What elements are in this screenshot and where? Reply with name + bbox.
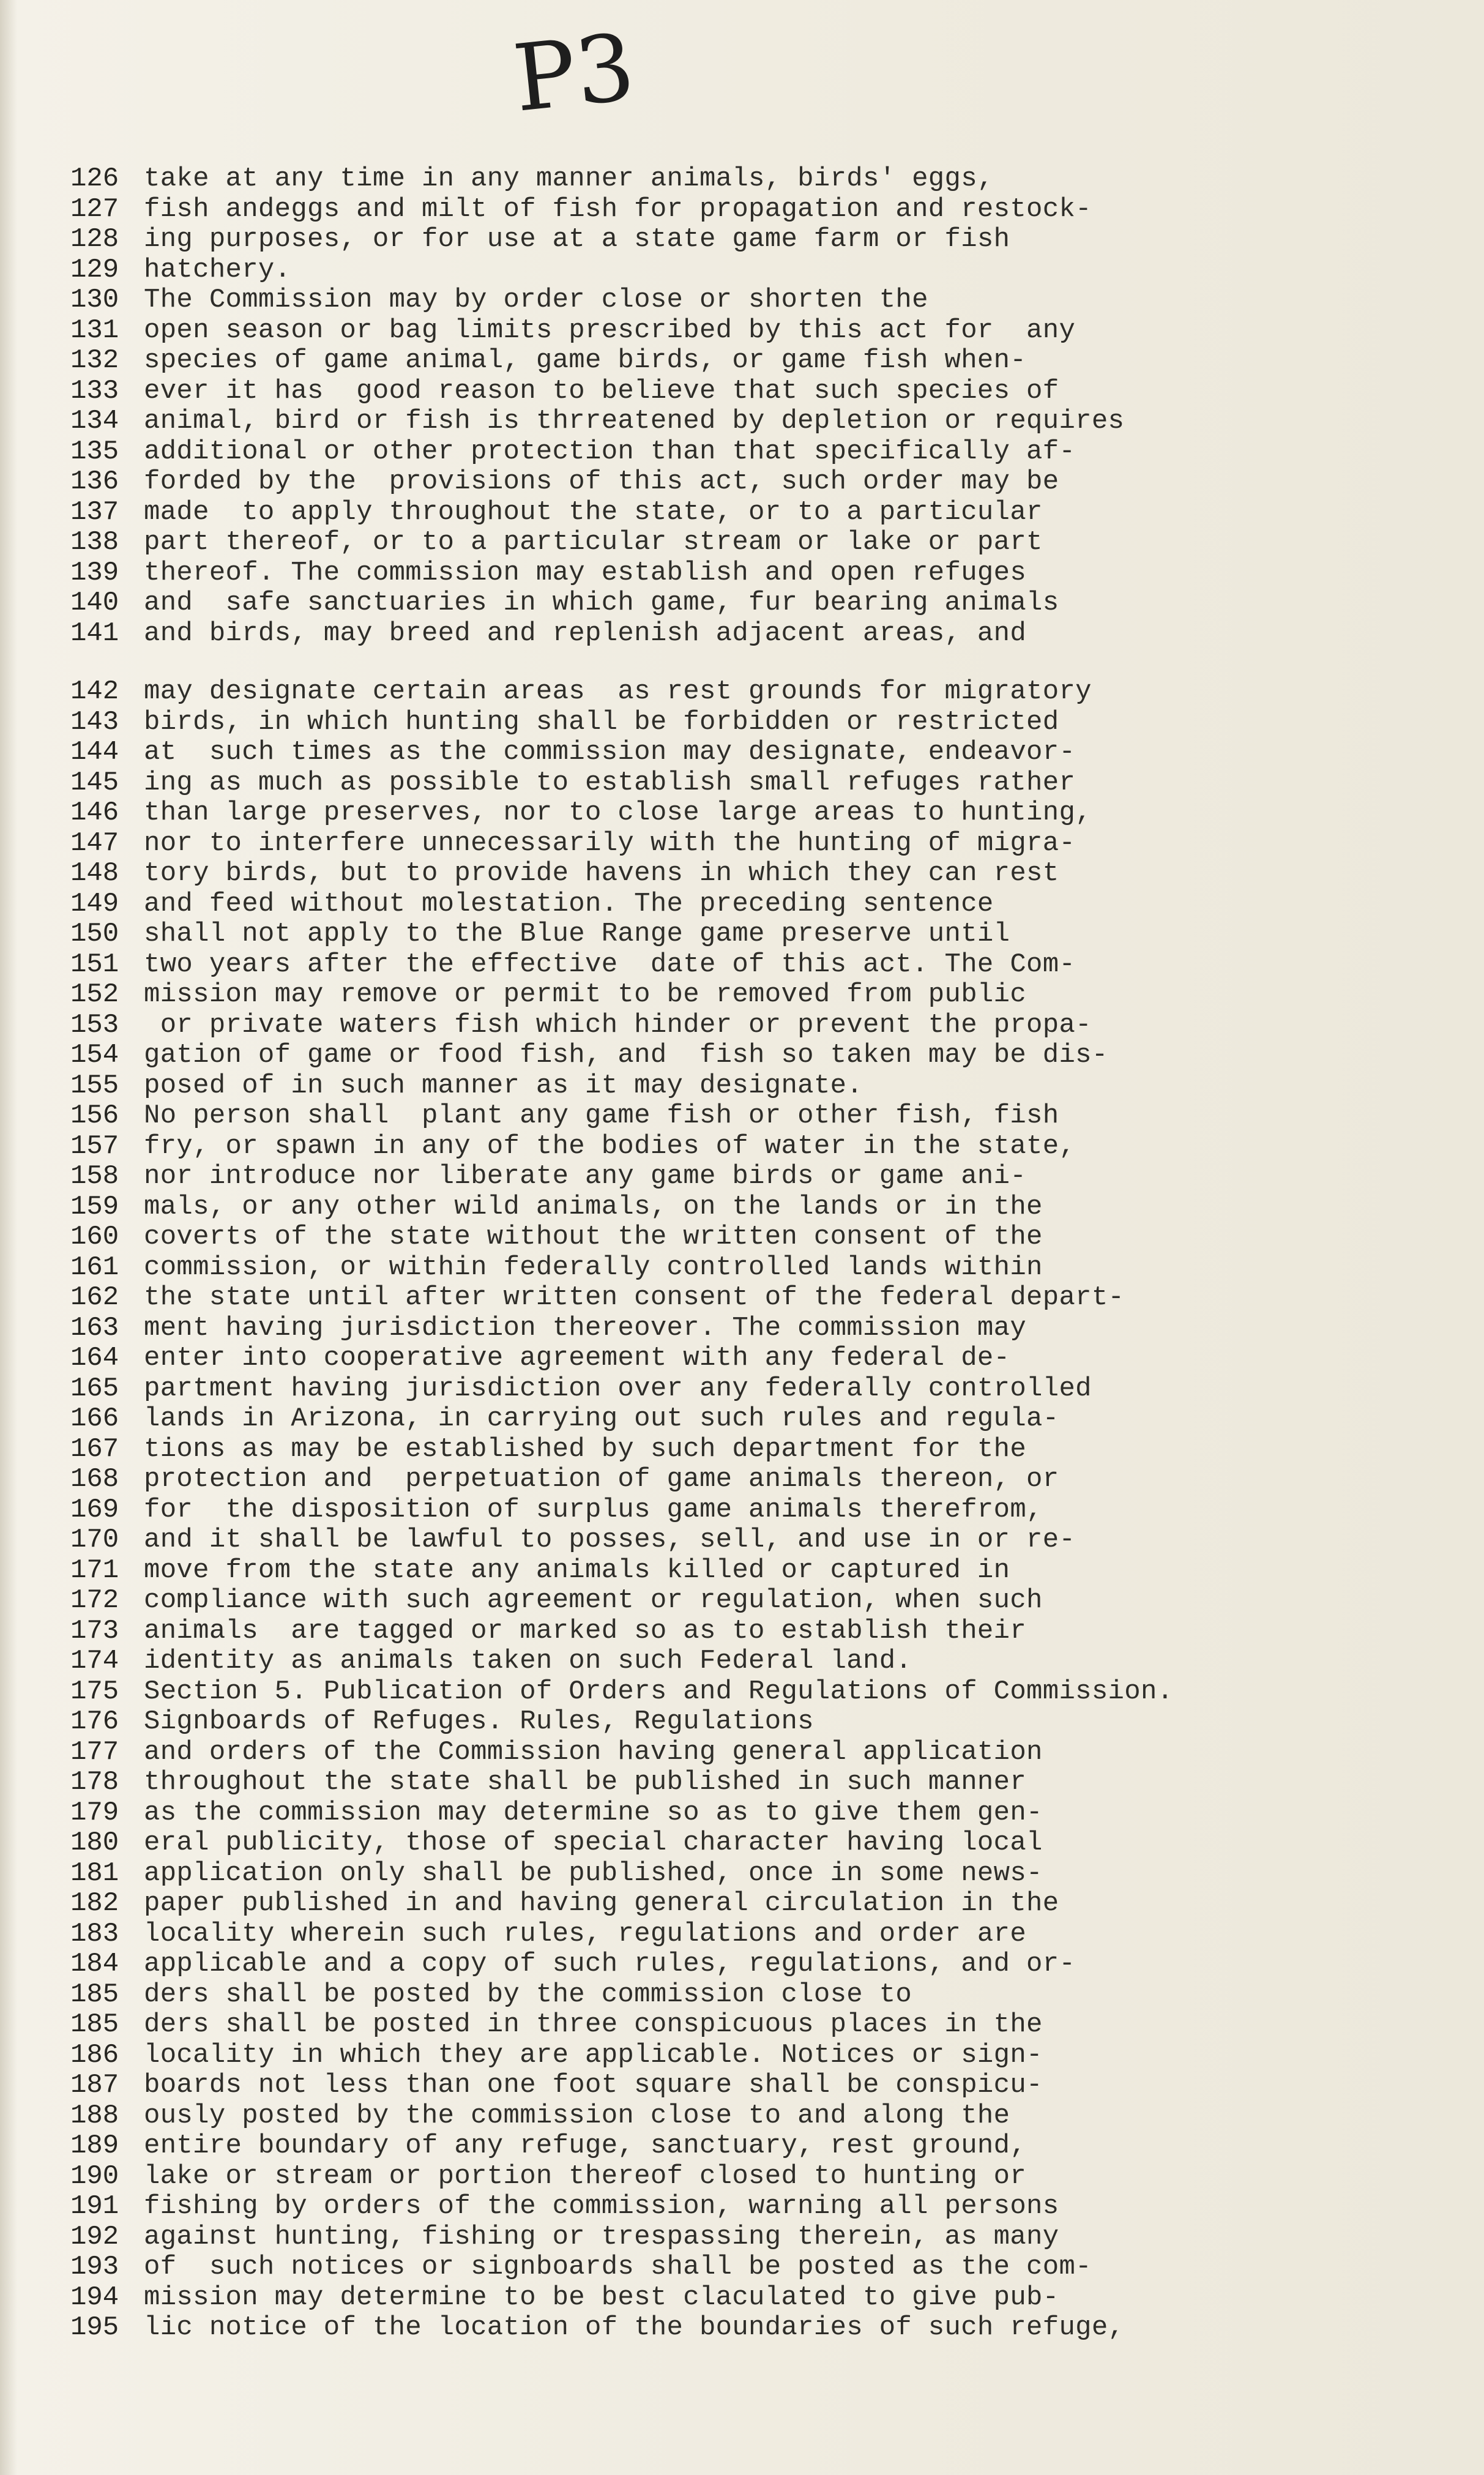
line-text: part thereof, or to a particular stream or lake or part — [144, 527, 1043, 558]
line-number: 157 — [70, 1130, 119, 1162]
line-number: 171 — [70, 1555, 119, 1586]
line-text: The Commission may by order close or shorten the — [144, 285, 928, 315]
line-text: Section 5. Publication of Orders and Regulations of Commission. — [144, 1676, 1174, 1707]
line-number: 169 — [70, 1494, 119, 1525]
document-line — [70, 919, 1173, 950]
line-text: at such times as the commission may designate, endeavor- — [144, 737, 1076, 767]
document-line — [70, 1646, 1173, 1677]
line-text: gation of game or food fish, and fish so taken may be dis- — [144, 1040, 1108, 1070]
document-line — [70, 829, 1173, 859]
line-text: paper published in and having general circulation in the — [144, 1888, 1059, 1919]
document-line — [70, 255, 1124, 286]
line-number: 185 — [70, 1979, 119, 2010]
document-line — [70, 2192, 1173, 2222]
line-text: than large preserves, nor to close large areas to hunting, — [144, 797, 1092, 828]
line-text: made to apply throughout the state, or to a particular — [144, 496, 1043, 528]
line-text: move from the state any animals killed or captured in — [144, 1555, 1010, 1586]
line-number: 184 — [70, 1949, 119, 1979]
line-number: 170 — [70, 1525, 119, 1555]
line-number: 182 — [70, 1888, 119, 1919]
line-text: ously posted by the commission close to and along the — [144, 2100, 1010, 2131]
line-text: and it shall be lawful to posses, sell, and use in or re- — [144, 1525, 1076, 1555]
document-line — [70, 1040, 1173, 1071]
line-number: 191 — [70, 2191, 119, 2222]
document-line — [70, 859, 1173, 889]
document-line — [70, 1253, 1173, 1283]
line-number: 128 — [70, 224, 119, 255]
line-number: 154 — [70, 1040, 119, 1070]
line-text: mission may determine to be best claculated to give pub- — [144, 2282, 1059, 2313]
line-number: 160 — [70, 1222, 119, 1252]
document-line — [70, 2313, 1173, 2343]
line-text: partment having jurisdiction over any federally controlled — [144, 1373, 1092, 1404]
line-number: 133 — [70, 375, 119, 406]
line-number: 192 — [70, 2221, 119, 2252]
line-number: 166 — [70, 1403, 119, 1434]
line-number: 135 — [70, 436, 119, 467]
line-number: 136 — [70, 466, 119, 497]
line-text: ders shall be posted in three conspicuous places in the — [144, 2009, 1043, 2040]
document-line — [70, 1283, 1173, 1313]
line-text: protection and perpetuation of game animals thereon, or — [144, 1464, 1059, 1495]
document-line — [70, 467, 1124, 498]
line-text: animal, bird or fish is thrreatened by depletion or requires — [144, 406, 1125, 436]
line-number: 127 — [70, 193, 119, 225]
document-line — [70, 1919, 1173, 1950]
line-text: fry, or spawn in any of the bodies of water in the state, — [144, 1130, 1076, 1162]
line-number: 165 — [70, 1373, 119, 1404]
line-text: open season or bag limits prescribed by this act for any — [144, 315, 1076, 346]
document-line — [70, 677, 1173, 707]
line-number: 175 — [70, 1676, 119, 1707]
line-number: 140 — [70, 588, 119, 618]
line-number: 173 — [70, 1615, 119, 1646]
line-text: ing as much as possible to establish small refuges rather — [144, 767, 1076, 798]
line-text: tory birds, but to provide havens in which they can rest — [144, 858, 1059, 889]
document-line — [70, 1949, 1173, 1980]
line-number: 141 — [70, 618, 119, 649]
line-number: 151 — [70, 949, 119, 980]
line-number: 186 — [70, 2039, 119, 2070]
line-number: 167 — [70, 1433, 119, 1465]
line-number: 153 — [70, 1009, 119, 1040]
line-text: hatchery. — [144, 254, 291, 285]
document-line — [70, 2040, 1173, 2071]
document-line — [70, 1101, 1173, 1132]
line-text: and orders of the Commission having general application — [144, 1736, 1043, 1768]
line-text: for the disposition of surplus game animals therefrom, — [144, 1494, 1043, 1525]
document-line — [70, 1738, 1173, 1768]
document-line — [70, 768, 1173, 799]
line-text: locality in which they are applicable. Notices or sign- — [144, 2039, 1043, 2070]
document-line — [70, 2252, 1173, 2283]
line-text: fish andeggs and milt of fish for propagation and restock- — [144, 193, 1092, 225]
document-line — [70, 980, 1173, 1010]
document-line — [70, 195, 1124, 225]
line-number: 138 — [70, 527, 119, 558]
document-line — [70, 316, 1124, 346]
line-number: 139 — [70, 557, 119, 588]
document-line — [70, 437, 1124, 468]
line-number: 193 — [70, 2252, 119, 2282]
document-line — [70, 1556, 1173, 1586]
document-line — [70, 528, 1124, 558]
line-number: 129 — [70, 254, 119, 285]
document-line — [70, 285, 1124, 316]
line-text: and birds, may breed and replenish adjacent areas, and — [144, 618, 1027, 649]
line-text: lake or stream or portion thereof closed to hunting or — [144, 2160, 1027, 2192]
document-line — [70, 1798, 1173, 1829]
line-text: ders shall be posted by the commission close to — [144, 1979, 912, 2010]
line-number: 190 — [70, 2160, 119, 2192]
document-line — [70, 1980, 1173, 2010]
line-number: 161 — [70, 1252, 119, 1283]
line-text: lands in Arizona, in carrying out such rules and regula- — [144, 1403, 1059, 1434]
line-text: of such notices or signboards shall be posted as the com- — [144, 2252, 1092, 2282]
line-text: animals are tagged or marked so as to establish their — [144, 1615, 1027, 1646]
document-line — [70, 1677, 1173, 1708]
line-number: 144 — [70, 737, 119, 767]
line-text: Signboards of Refuges. Rules, Regulations — [144, 1706, 814, 1737]
line-text: the state until after written consent of the federal depart- — [144, 1282, 1125, 1313]
line-text: or private waters fish which hinder or prevent the propa- — [144, 1009, 1092, 1040]
document-line — [70, 1707, 1173, 1738]
document-line — [70, 1889, 1173, 1919]
line-text: ing purposes, or for use at a state game farm or fish — [144, 224, 1010, 255]
document-line — [70, 1495, 1173, 1526]
document-line — [70, 1010, 1173, 1041]
document-line — [70, 1132, 1173, 1162]
document-line — [70, 1616, 1173, 1647]
line-text: and safe sanctuaries in which game, fur bearing animals — [144, 588, 1059, 618]
line-text: eral publicity, those of special character having local — [144, 1827, 1043, 1858]
document-line — [70, 1192, 1173, 1223]
document-line — [70, 950, 1173, 980]
document-line — [70, 1222, 1173, 1253]
document-line — [70, 164, 1124, 195]
line-number: 131 — [70, 315, 119, 346]
document-line — [70, 1859, 1173, 1889]
line-number: 142 — [70, 676, 119, 707]
line-number: 155 — [70, 1070, 119, 1101]
document-line — [70, 1435, 1173, 1465]
line-text: throughout the state shall be published in such manner — [144, 1767, 1027, 1797]
document-line — [70, 588, 1124, 619]
line-text: may designate certain areas as rest grounds for migratory — [144, 676, 1092, 707]
line-text: ever it has good reason to believe that such species of — [144, 375, 1059, 406]
document-line — [70, 498, 1124, 528]
line-number: 177 — [70, 1736, 119, 1768]
line-text: thereof. The commission may establish and open refuges — [144, 557, 1027, 588]
document-line — [70, 1374, 1173, 1405]
line-number: 126 — [70, 163, 119, 194]
line-number: 181 — [70, 1857, 119, 1889]
line-number: 164 — [70, 1343, 119, 1373]
line-text: two years after the effective date of this act. The Com- — [144, 949, 1076, 980]
line-text: enter into cooperative agreement with any federal de- — [144, 1343, 1010, 1373]
line-text: mission may remove or permit to be removed from public — [144, 979, 1027, 1010]
line-text: application only shall be published, once in some news- — [144, 1857, 1043, 1889]
line-text: identity as animals taken on such Federal land. — [144, 1646, 912, 1676]
line-text: posed of in such manner as it may designate. — [144, 1070, 863, 1101]
line-text: applicable and a copy of such rules, regulations, and or- — [144, 1949, 1076, 1979]
line-text: against hunting, fishing or trespassing therein, as many — [144, 2221, 1059, 2252]
line-number: 152 — [70, 979, 119, 1010]
line-number: 134 — [70, 406, 119, 436]
line-number: 179 — [70, 1797, 119, 1828]
document-line — [70, 619, 1124, 649]
handwritten-page-mark: P3 — [509, 14, 639, 133]
line-text: fishing by orders of the commission, warning all persons — [144, 2191, 1059, 2222]
line-text: nor introduce nor liberate any game birds or game ani- — [144, 1161, 1027, 1192]
line-number: 183 — [70, 1918, 119, 1949]
document-line — [70, 707, 1173, 738]
line-number: 188 — [70, 2100, 119, 2131]
document-line — [70, 2131, 1173, 2162]
line-number: 147 — [70, 827, 119, 859]
line-number: 149 — [70, 888, 119, 919]
line-text: entire boundary of any refuge, sanctuary, rest ground, — [144, 2130, 1027, 2161]
line-text: locality wherein such rules, regulations and order are — [144, 1918, 1027, 1949]
line-number: 148 — [70, 858, 119, 889]
document-line — [70, 2070, 1173, 2101]
line-number: 137 — [70, 496, 119, 528]
document-line — [70, 1525, 1173, 1556]
line-number: 146 — [70, 797, 119, 828]
line-text: species of game animal, game birds, or game fish when- — [144, 345, 1027, 376]
line-number: 159 — [70, 1191, 119, 1222]
line-number: 178 — [70, 1767, 119, 1797]
line-number: 187 — [70, 2070, 119, 2100]
document-line — [70, 2162, 1173, 2192]
line-text: commission, or within federally controlled lands within — [144, 1252, 1043, 1283]
line-text: tions as may be established by such department for the — [144, 1433, 1027, 1465]
document-line — [70, 2010, 1173, 2040]
line-number: 132 — [70, 345, 119, 376]
line-number: 162 — [70, 1282, 119, 1313]
document-line — [70, 737, 1173, 768]
line-text: boards not less than one foot square shall be conspicu- — [144, 2070, 1043, 2100]
line-text: shall not apply to the Blue Range game preserve until — [144, 919, 1010, 949]
document-line — [70, 346, 1124, 376]
document-line — [70, 1162, 1173, 1192]
text-block-1 — [70, 164, 1124, 649]
line-text: birds, in which hunting shall be forbidden or restricted — [144, 706, 1059, 737]
line-number: 176 — [70, 1706, 119, 1737]
line-text: take at any time in any manner animals, birds' eggs, — [144, 163, 994, 194]
line-number: 180 — [70, 1827, 119, 1858]
document-line — [70, 1828, 1173, 1859]
document-line — [70, 406, 1124, 437]
line-number: 163 — [70, 1312, 119, 1343]
document-line — [70, 1465, 1173, 1495]
document-line — [70, 558, 1124, 589]
document-line — [70, 1313, 1173, 1344]
line-number: 185 — [70, 2009, 119, 2040]
line-text: as the commission may determine so as to give them gen- — [144, 1797, 1043, 1828]
line-number: 194 — [70, 2282, 119, 2313]
text-block-2 — [70, 677, 1173, 2343]
line-text: coverts of the state without the written consent of the — [144, 1222, 1043, 1252]
line-number: 156 — [70, 1100, 119, 1131]
line-text: nor to interfere unnecessarily with the hunting of migra- — [144, 827, 1076, 859]
document-line — [70, 798, 1173, 829]
line-number: 158 — [70, 1161, 119, 1192]
line-number: 143 — [70, 706, 119, 737]
document-line — [70, 889, 1173, 920]
line-number: 150 — [70, 919, 119, 949]
document-line — [70, 2283, 1173, 2313]
document-line — [70, 1343, 1173, 1374]
document-line — [70, 1071, 1173, 1102]
line-text: ment having jurisdiction thereover. The commission may — [144, 1312, 1027, 1343]
line-number: 130 — [70, 285, 119, 315]
line-text: forded by the provisions of this act, such order may be — [144, 466, 1059, 497]
document-line — [70, 2222, 1173, 2253]
line-number: 195 — [70, 2312, 119, 2343]
line-number: 189 — [70, 2130, 119, 2161]
line-text: compliance with such agreement or regulation, when such — [144, 1585, 1043, 1616]
line-text: additional or other protection than that specifically af- — [144, 436, 1076, 467]
line-number: 168 — [70, 1464, 119, 1495]
document-line — [70, 376, 1124, 407]
document-line — [70, 1768, 1173, 1798]
document-line — [70, 2101, 1173, 2132]
line-text: lic notice of the location of the boundaries of such refuge, — [144, 2312, 1125, 2343]
document-line — [70, 1404, 1173, 1435]
document-line — [70, 225, 1124, 255]
line-text: and feed without molestation. The preceding sentence — [144, 888, 994, 919]
line-number: 174 — [70, 1646, 119, 1676]
line-text: mals, or any other wild animals, on the lands or in the — [144, 1191, 1043, 1222]
line-number: 172 — [70, 1585, 119, 1616]
line-number: 145 — [70, 767, 119, 798]
document-line — [70, 1586, 1173, 1616]
line-text: No person shall plant any game fish or other fish, fish — [144, 1100, 1059, 1131]
